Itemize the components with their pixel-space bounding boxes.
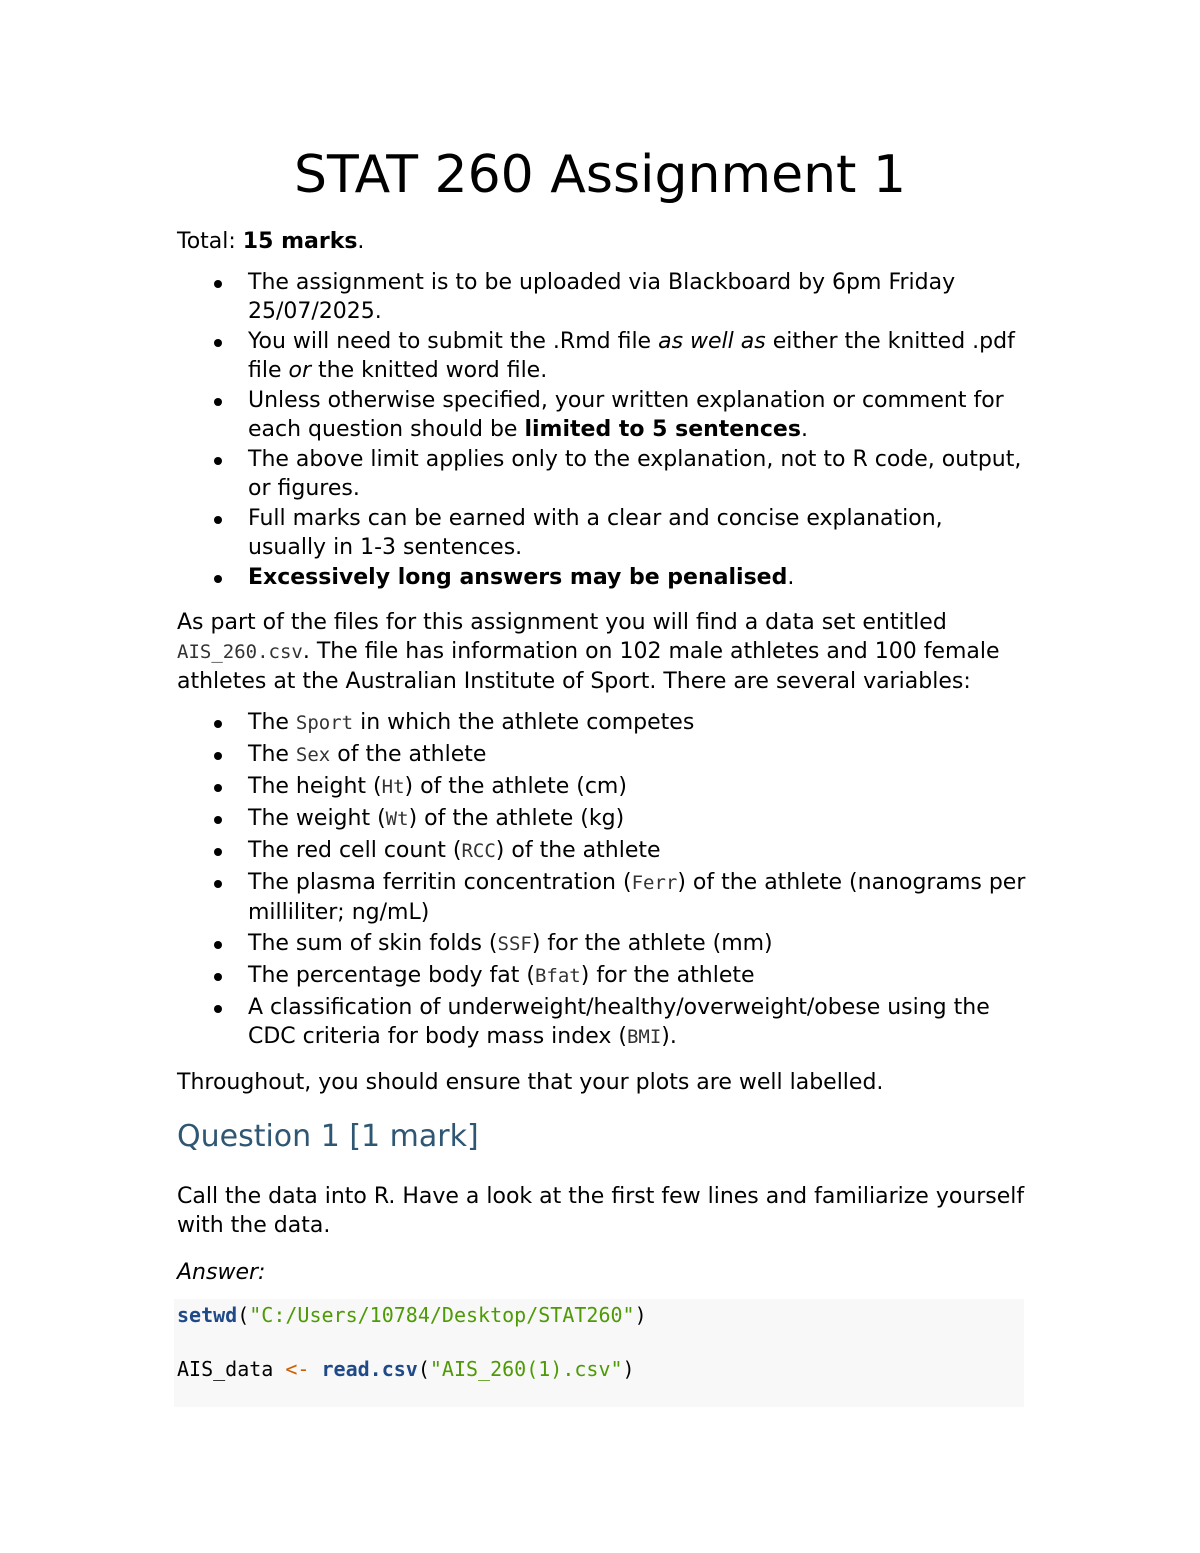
list-item-text: . bbox=[787, 565, 795, 590]
code-function: read.csv bbox=[321, 1356, 418, 1381]
code-blank-line bbox=[177, 1329, 1024, 1355]
intro-text: As part of the files for this assignment you will find a data set entitled bbox=[177, 610, 947, 635]
bullet-icon bbox=[214, 720, 222, 728]
page-title: STAT 260 Assignment 1 bbox=[293, 145, 907, 205]
intro-paragraph bbox=[177, 608, 1027, 696]
list-item-strong: Excessively long answers may be penalised bbox=[248, 565, 788, 590]
list-item-text: A classification of underweight/healthy/overweight/obese using the CDC criteria for body mass index ( bbox=[248, 995, 990, 1049]
list-item-text: ) for the athlete (mm) bbox=[531, 931, 773, 956]
list-item-text: ) of the athlete bbox=[495, 838, 661, 863]
list-item bbox=[177, 868, 1027, 927]
code-punct: ( bbox=[417, 1356, 430, 1381]
list-item-strong: limited to 5 sentences bbox=[524, 417, 801, 442]
list-item bbox=[177, 772, 1027, 802]
total-value: 15 marks bbox=[242, 229, 358, 254]
inline-code: AIS_260.csv bbox=[177, 641, 303, 663]
list-item bbox=[177, 836, 1027, 866]
inline-code: Wt bbox=[385, 808, 409, 830]
list-item bbox=[177, 445, 1027, 503]
total-suffix: . bbox=[357, 229, 365, 254]
code-space bbox=[309, 1357, 321, 1381]
bullet-icon bbox=[214, 848, 222, 856]
list-item bbox=[177, 929, 1027, 959]
code-variable: AIS_data bbox=[177, 1356, 286, 1381]
inline-code: SSF bbox=[497, 933, 532, 955]
list-item-text: ) of the athlete (kg) bbox=[408, 806, 625, 831]
total-label: Total: bbox=[177, 229, 243, 254]
bullet-icon bbox=[214, 398, 222, 406]
list-item-text: the knitted word file. bbox=[311, 358, 548, 383]
list-item-text: The assignment is to be uploaded via Blackboard by 6pm Friday 25/07/2025. bbox=[248, 270, 956, 324]
bullet-icon bbox=[214, 752, 222, 760]
variables-list bbox=[177, 708, 1027, 1052]
list-item-text: The bbox=[248, 710, 296, 735]
code-operator: <- bbox=[285, 1356, 310, 1381]
bullet-icon bbox=[214, 516, 222, 524]
list-item bbox=[177, 268, 1027, 326]
bullet-icon bbox=[214, 1005, 222, 1013]
code-punct: ) bbox=[634, 1302, 647, 1327]
intro-text: . The file has information on 102 male athletes and 100 female athletes at the Australian Institute of Sport. There are several variables: bbox=[177, 639, 1000, 694]
list-item-text: The bbox=[248, 742, 296, 767]
list-item bbox=[177, 504, 1027, 562]
list-item bbox=[177, 740, 1027, 770]
bullet-icon bbox=[214, 575, 222, 583]
plots-note: Throughout, you should ensure that your plots are well labelled. bbox=[177, 1070, 884, 1095]
bullet-icon bbox=[214, 941, 222, 949]
list-item bbox=[177, 993, 1027, 1052]
code-string: "C:/Users/10784/Desktop/STAT260" bbox=[249, 1302, 635, 1327]
code-punct: ( bbox=[237, 1302, 250, 1327]
inline-code: RCC bbox=[461, 840, 496, 862]
bullet-icon bbox=[214, 816, 222, 824]
bullet-icon bbox=[214, 457, 222, 465]
list-item-text: The above limit applies only to the explanation, not to R code, output, or figures. bbox=[248, 447, 1022, 501]
list-item bbox=[177, 804, 1027, 834]
list-item-text: in which the athlete competes bbox=[353, 710, 695, 735]
inline-code: Sex bbox=[295, 744, 331, 766]
inline-code: Ht bbox=[381, 776, 405, 798]
code-string: "AIS_260(1).csv" bbox=[429, 1356, 623, 1381]
list-item bbox=[177, 961, 1027, 991]
question-1-heading: Question 1 [1 mark] bbox=[177, 1119, 479, 1154]
code-line-setwd bbox=[177, 1301, 1024, 1329]
bullet-icon bbox=[214, 280, 222, 288]
list-item-text: . bbox=[800, 417, 808, 442]
bullet-icon bbox=[214, 339, 222, 347]
inline-code: Bfat bbox=[534, 965, 581, 987]
inline-code: Ferr bbox=[631, 872, 678, 894]
list-item-text: Unless otherwise specified, your written explanation or comment for each question should be bbox=[248, 388, 1004, 442]
question-1-prompt: Call the data into R. Have a look at the first few lines and familiarize yourself with the data. bbox=[177, 1183, 1025, 1238]
list-item-text: either the knitted .pdf file bbox=[248, 329, 1015, 383]
list-item-text: The weight ( bbox=[248, 806, 386, 831]
list-item-text: The red cell count ( bbox=[248, 838, 462, 863]
total-marks bbox=[177, 227, 1027, 256]
inline-code: BMI bbox=[626, 1026, 662, 1048]
bullet-icon bbox=[214, 784, 222, 792]
list-item bbox=[177, 386, 1027, 444]
list-item-text: The sum of skin folds ( bbox=[248, 931, 498, 956]
bullet-icon bbox=[214, 880, 222, 888]
list-item bbox=[177, 563, 1027, 592]
list-item-text: ) for the athlete bbox=[580, 963, 755, 988]
bullet-icon bbox=[214, 973, 222, 981]
list-item-emphasis: as well as bbox=[658, 329, 766, 354]
code-function: setwd bbox=[177, 1302, 238, 1327]
list-item bbox=[177, 708, 1027, 738]
code-line-read-csv bbox=[177, 1355, 1024, 1383]
list-item-text: of the athlete bbox=[330, 742, 487, 767]
list-item-text: The plasma ferritin concentration ( bbox=[248, 870, 632, 895]
list-item-text: You will need to submit the .Rmd file bbox=[248, 329, 659, 354]
list-item-text: The percentage body fat ( bbox=[248, 963, 535, 988]
document-content bbox=[177, 0, 1027, 1407]
list-item-text: ) of the athlete (nanograms per milliliter; ng/mL) bbox=[248, 870, 1026, 925]
list-item-text: ) of the athlete (cm) bbox=[404, 774, 627, 799]
list-item-text: ). bbox=[661, 1024, 677, 1049]
list-item-text: Full marks can be earned with a clear and concise explanation, usually in 1-3 sentences. bbox=[248, 506, 943, 560]
list-item-emphasis: or bbox=[288, 358, 312, 383]
list-item bbox=[177, 327, 1027, 385]
instructions-list bbox=[177, 268, 1027, 592]
answer-label: Answer: bbox=[177, 1259, 266, 1285]
code-punct: ) bbox=[622, 1356, 635, 1381]
code-block bbox=[174, 1299, 1024, 1407]
inline-code: Sport bbox=[295, 712, 354, 734]
list-item-text: The height ( bbox=[248, 774, 382, 799]
